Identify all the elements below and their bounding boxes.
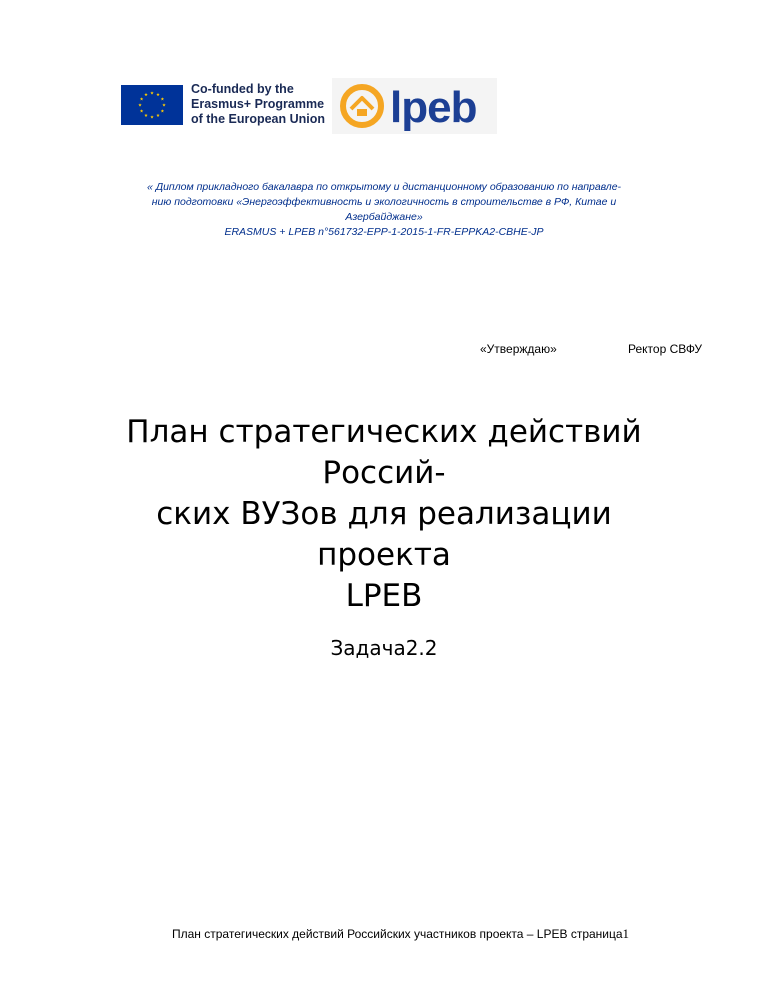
eu-text-line-1: Co-funded by the	[191, 82, 294, 96]
task-label: Задача2.2	[330, 636, 438, 660]
title-line-1: План стратегических действий Россий-	[126, 414, 642, 491]
eu-cofunded-text	[191, 82, 325, 127]
approval-label: «Утверждаю»	[480, 342, 557, 356]
eu-text-line-2: Erasmus+ Programme	[191, 97, 325, 111]
page-number: 1	[622, 926, 630, 941]
lpeb-logo-text: lpeb	[390, 83, 477, 132]
lpeb-logo	[332, 78, 497, 134]
subtitle-line-4: ERASMUS + LPEB n°561732-EPP-1-2015-1-FR-EPPKA2-CBHE-JP	[224, 226, 544, 238]
program-subtitle	[100, 180, 668, 240]
footer-text: План стратегических действий Российских участников проекта – LPEB страница	[172, 927, 623, 941]
eu-text-line-3: of the European Union	[191, 112, 326, 126]
header-logos	[121, 78, 497, 134]
eu-flag-icon	[121, 85, 183, 125]
title-line-2: ских ВУЗов для реализации проекта	[156, 496, 612, 573]
title-line-3: LPEB	[345, 578, 423, 614]
approval-signatory: Ректор СВФУ	[628, 342, 703, 356]
document-title	[90, 412, 678, 617]
subtitle-line-3: Азербайджане»	[345, 211, 423, 223]
subtitle-line-1: « Диплом прикладного бакалавра по открытому и дистанционному образованию по направле-	[146, 181, 622, 193]
subtitle-line-2: нию подготовки «Энергоэффективность и экологичность в строительстве в РФ, Китае и	[151, 196, 617, 208]
